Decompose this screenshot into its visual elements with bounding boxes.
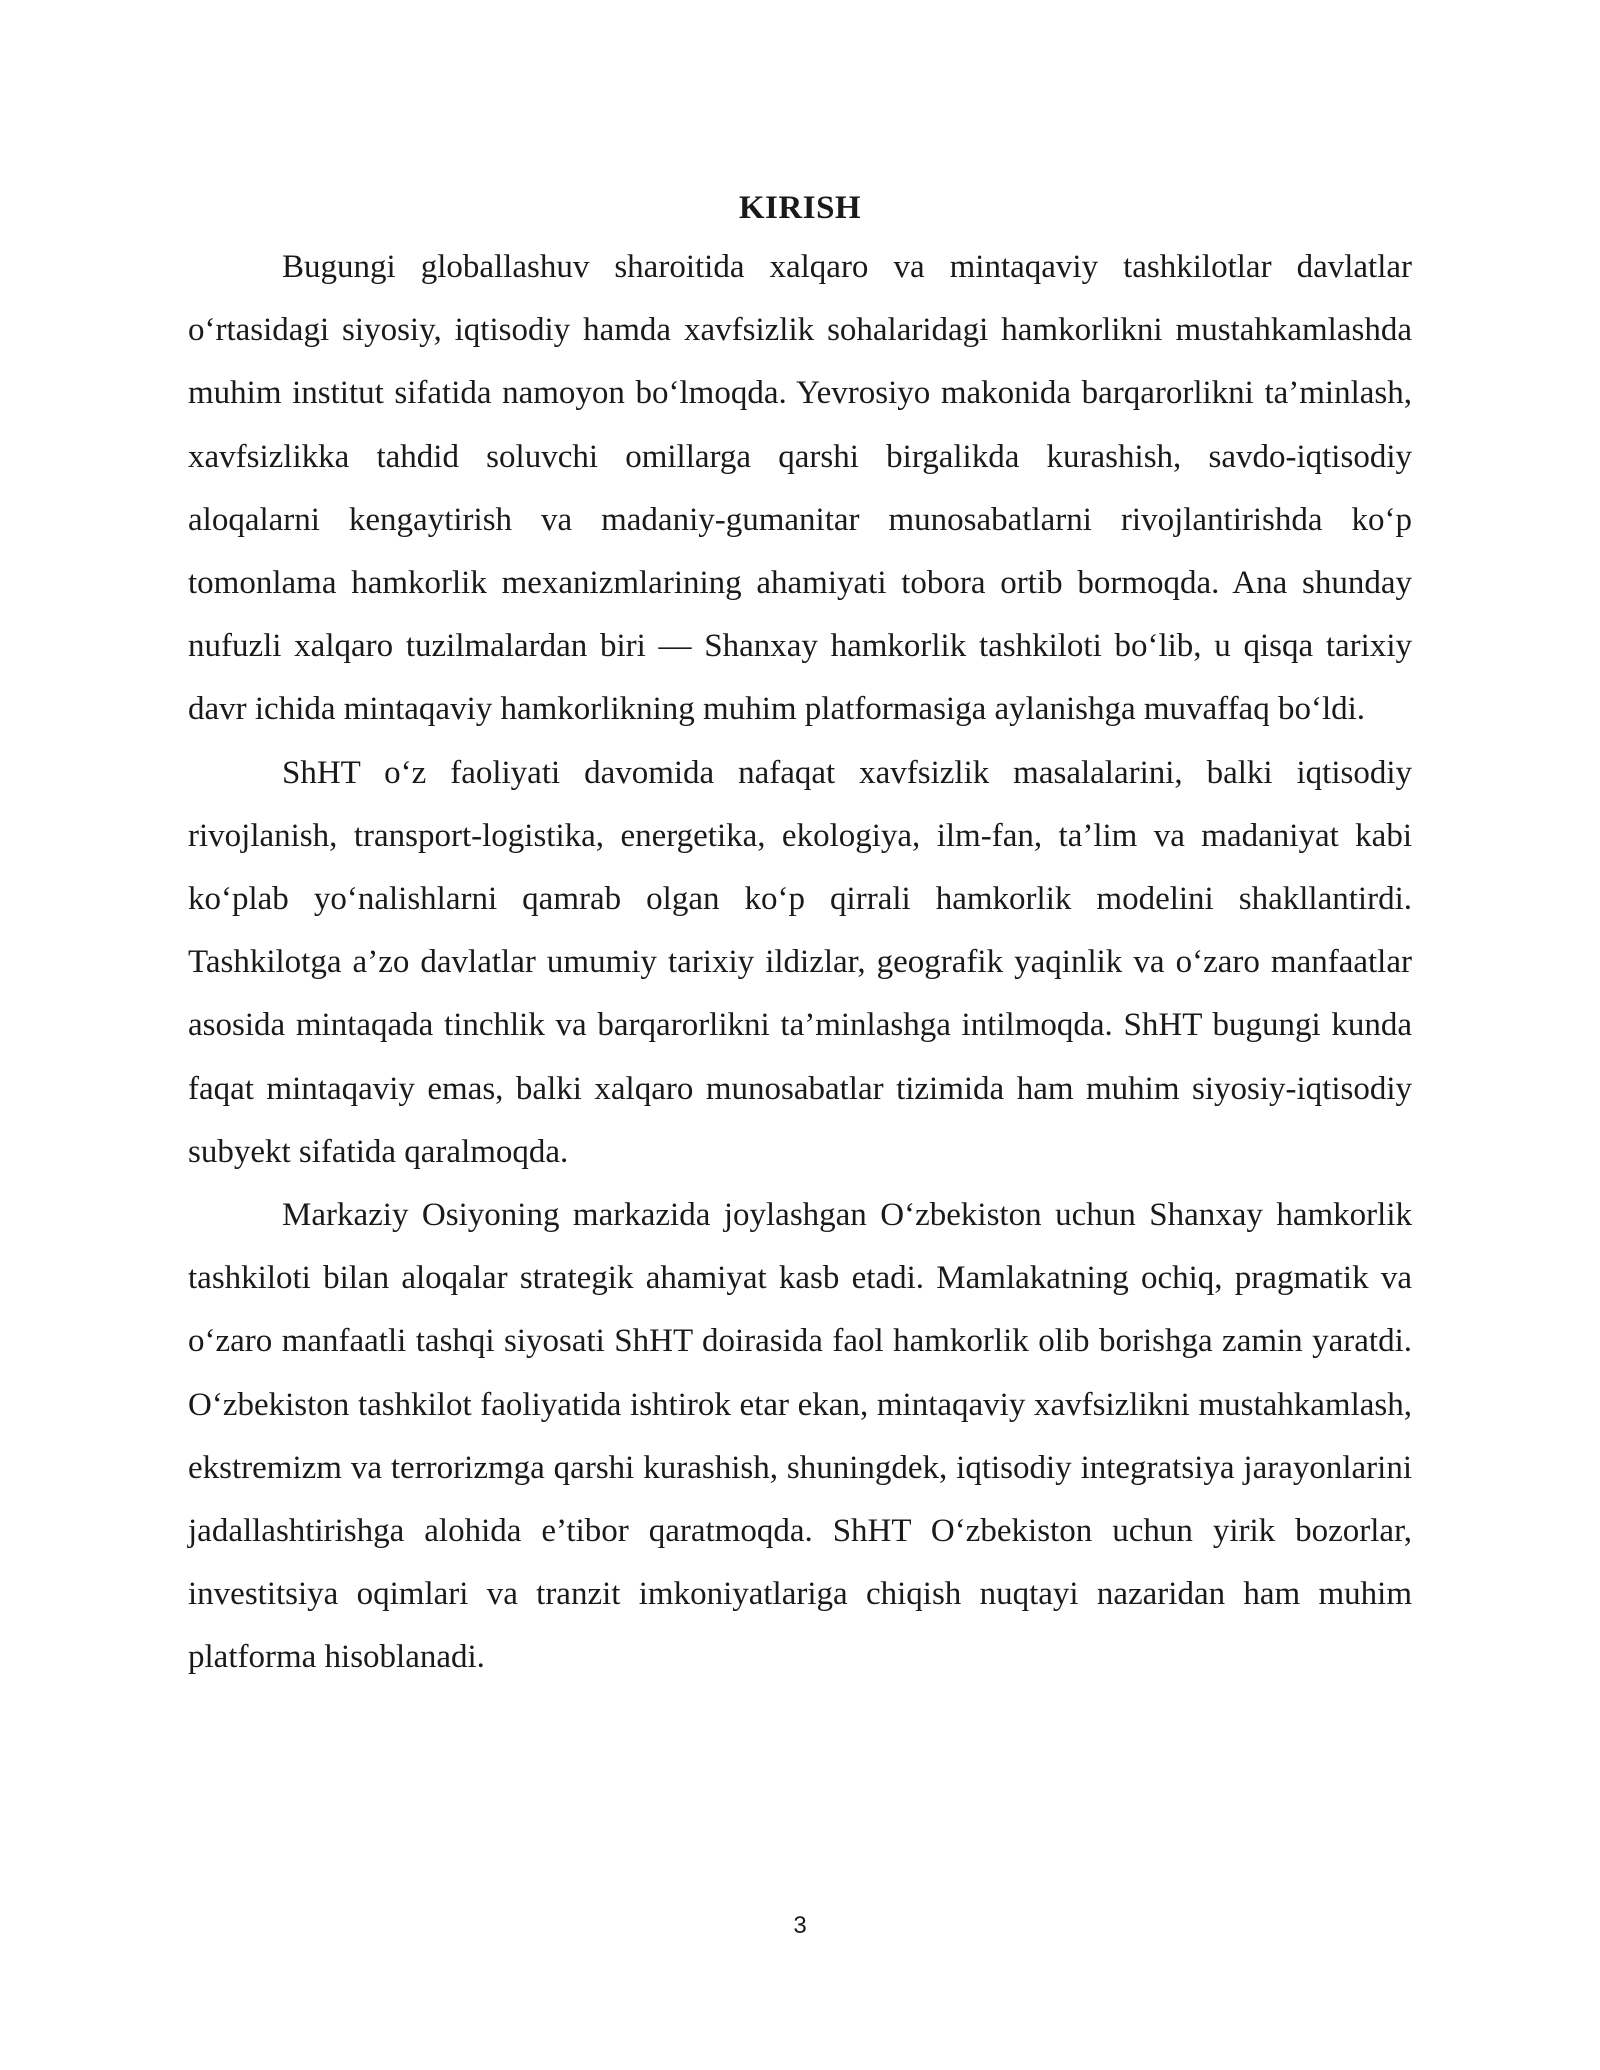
paragraph-1: Bugungi globallashuv sharoitida xalqaro va mintaqaviy tashkilotlar davlatlar o‘rtasidagi siyosiy, iqtisodiy hamda xavfsizlik sohalaridagi hamkorlikni mustahkamlashda muhim institut sifatida namoyon bo‘lmoqda. Yevrosiyo makonida barqarorlikni ta’minlash, xavfsizlikka tahdid soluvchi omillarga qarshi birgalikda kurashish, savdo-iqtisodiy aloqalarni kengaytirish va madaniy-gumanitar munosabatlarni rivojlantirishda ko‘p tomonlama hamkorlik mexanizmlarining ahamiyati tobora ortib bormoqda. Ana shunday nufuzli xalqaro tuzilmalardan biri — Shanxay hamkorlik tashkiloti bo‘lib, u qisqa tarixiy davr ichida mintaqaviy hamkorlikning muhim platformasiga aylanishga muvaffaq bo‘ldi. [188,249,1412,728]
page-number: 3 [793,1912,807,1939]
document-body [188,188,1412,1690]
paragraph-2: ShHT o‘z faoliyati davomida nafaqat xavfsizlik masalalarini, balki iqtisodiy rivojlanish, transport-logistika, energetika, ekologiya, ilm-fan, ta’lim va madaniyat kabi ko‘plab yo‘nalishlarni qamrab olgan ko‘p qirrali hamkorlik modelini shakllantirdi. Tashkilotga a’zo davlatlar umumiy tarixiy ildizlar, geografik yaqinlik va o‘zaro manfaatlar asosida mintaqada tinchlik va barqarorlikni ta’minlashga intilmoqda. ShHT bugungi kunda faqat mintaqaviy emas, balki xalqaro munosabatlar tizimida ham muhim siyosiy-iqtisodiy subyekt sifatida qaralmoqda. [188,754,1412,1170]
section-title: KIRISH [738,190,862,226]
paragraph-3: Markaziy Osiyoning markazida joylashgan O‘zbekiston uchun Shanxay hamkorlik tashkiloti bilan aloqalar strategik ahamiyat kasb etadi. Mamlakatning ochiq, pragmatik va o‘zaro manfaatli tashqi siyosati ShHT doirasida faol hamkorlik olib borishga zamin yaratdi. O‘zbekiston tashkilot faoliyatida ishtirok etar ekan, mintaqaviy xavfsizlikni mustahkamlash, ekstremizm va terrorizmga qarshi kurashish, shuningdek, iqtisodiy integratsiya jarayonlarini jadallashtirishga alohida e’tibor qaratmoqda. ShHT O‘zbekiston uchun yirik bozorlar, investitsiya oqimlari va tranzit imkoniyatlariga chiqish nuqtayi nazaridan ham muhim platforma hisoblanadi. [188,1197,1412,1676]
